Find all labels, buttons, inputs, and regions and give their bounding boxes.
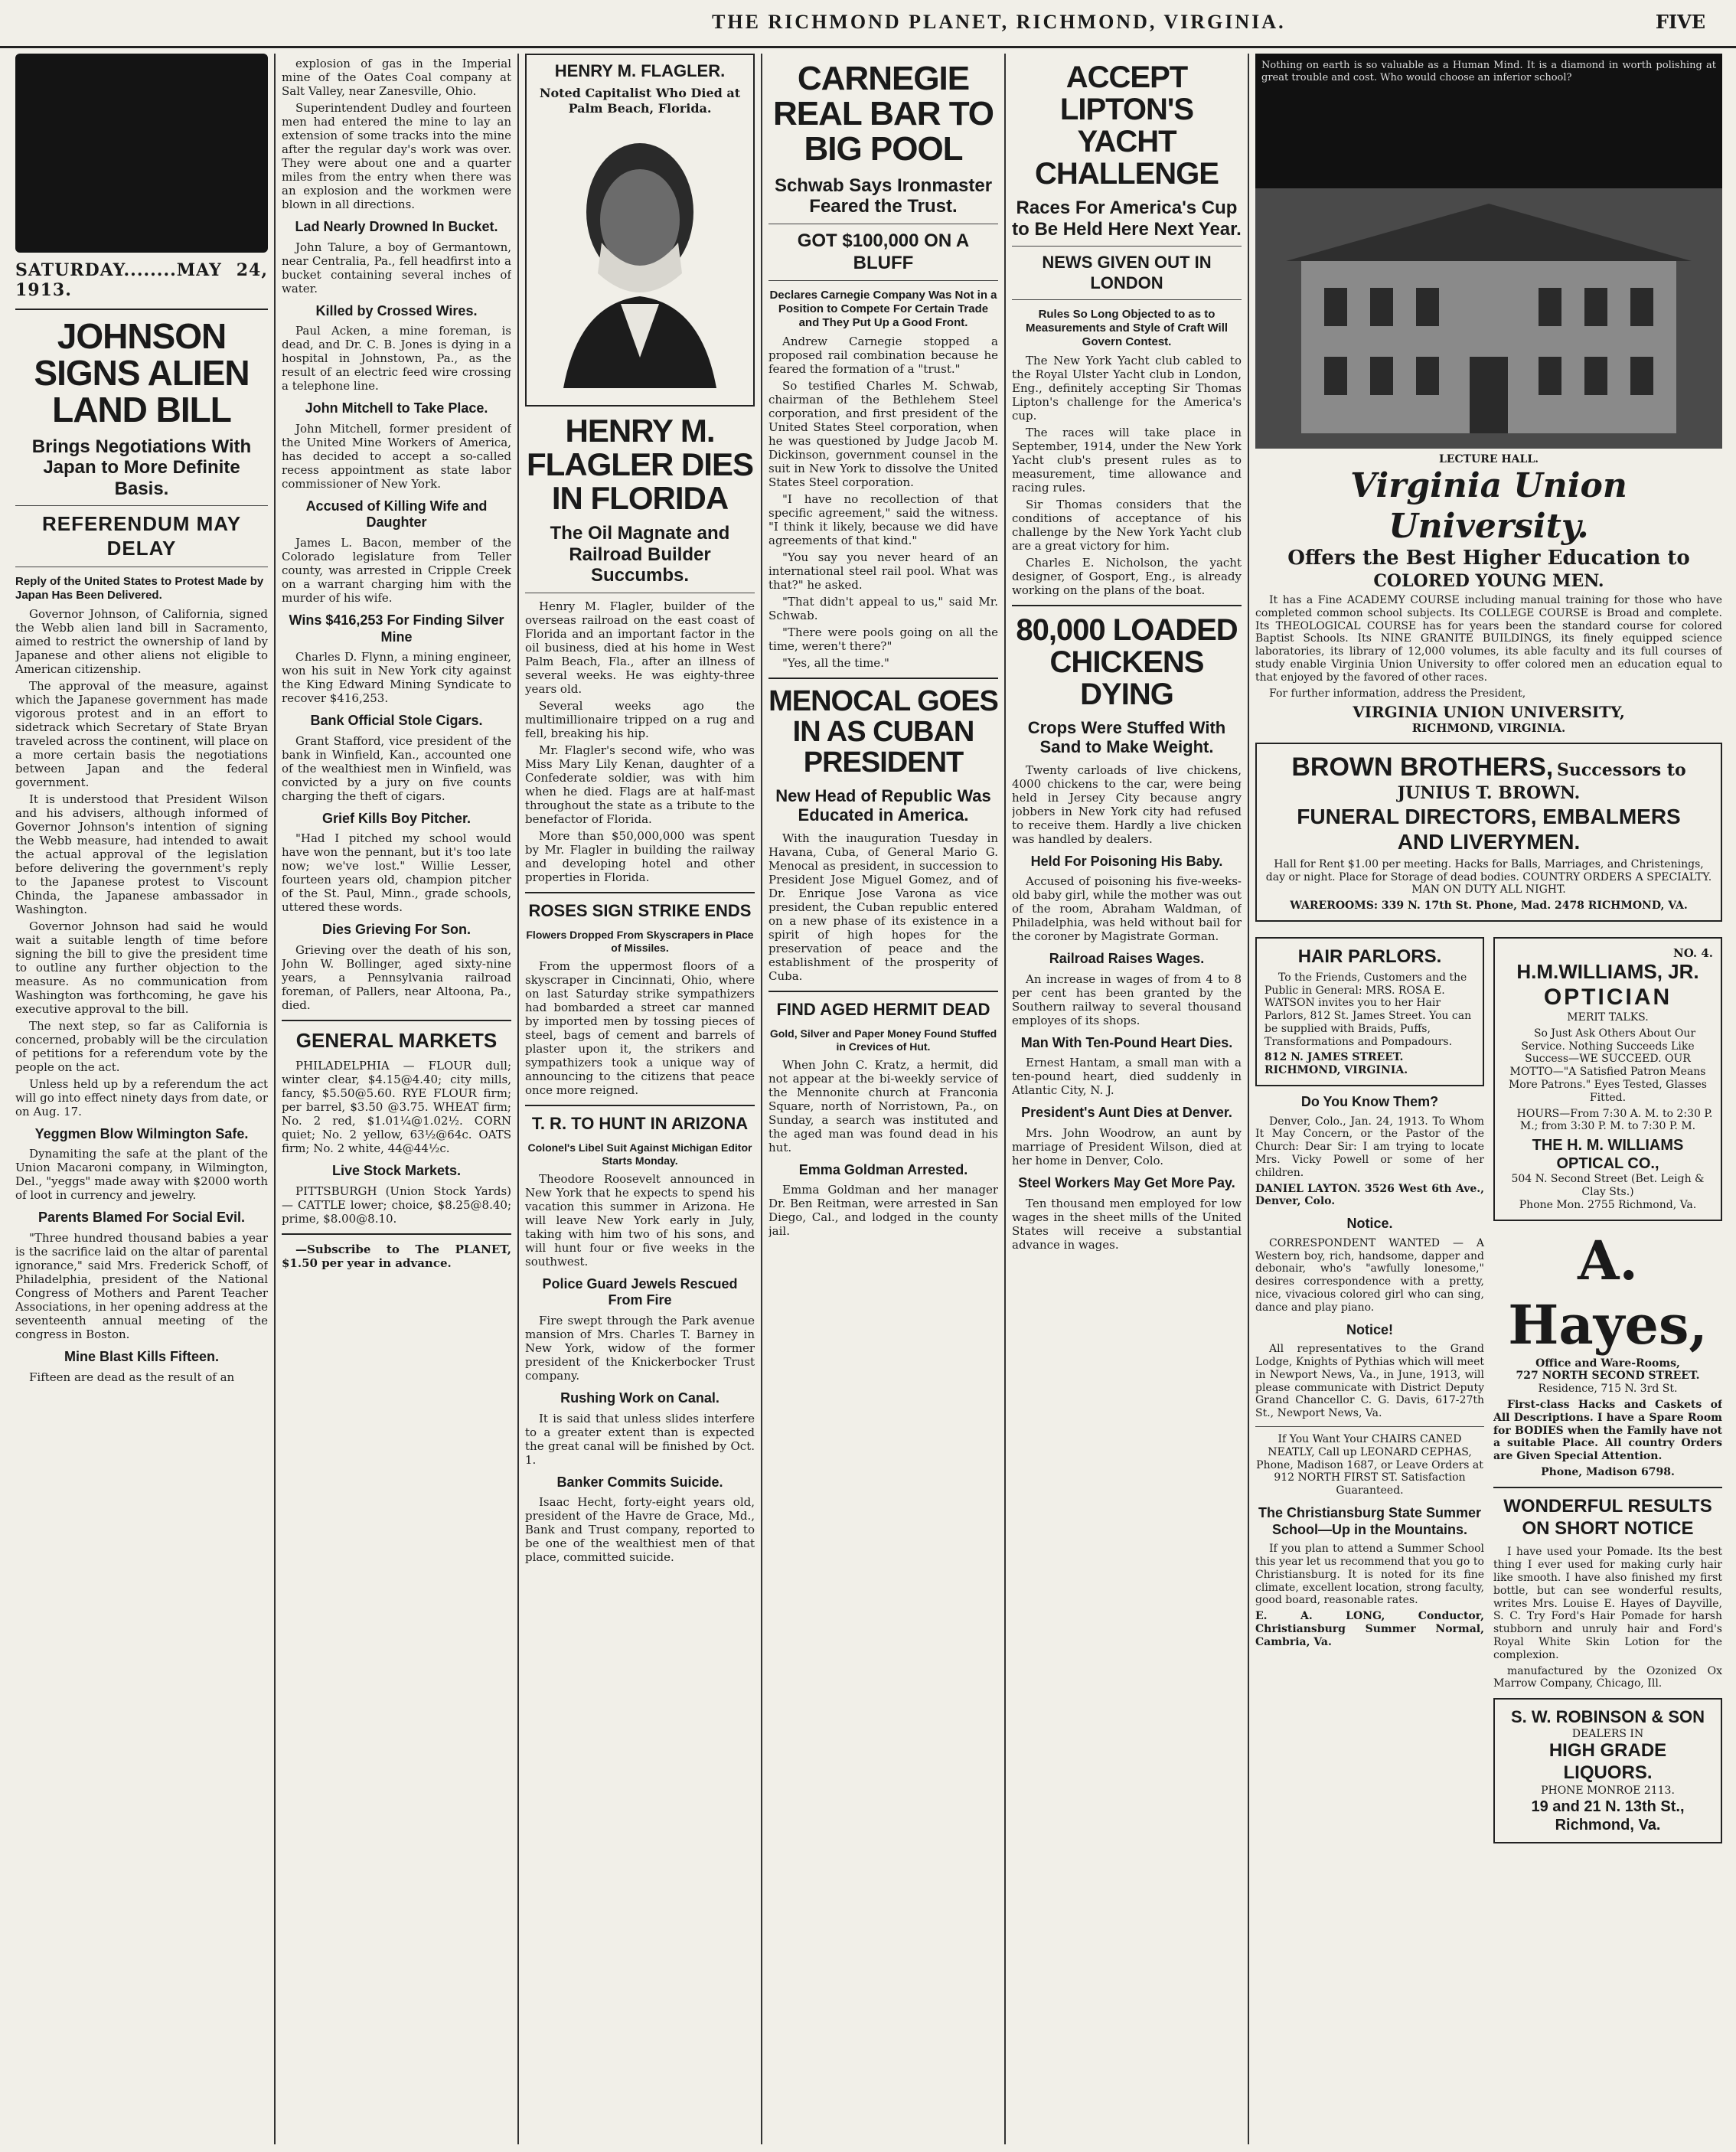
brown-body: Hall for Rent $1.00 per meeting. Hacks for Balls, Marriages, and Christenings, day or night. Place for Storage of dead bodies. COUNTRY ORDERS A SPECIALTY. MAN ON DUTY ALL NIGHT. [1265,857,1712,896]
paragraph: Mrs. John Woodrow, an aunt by marriage of President Wilson, died at her home in Denver, Colo. [1012,1125,1242,1167]
notice-2-head: Notice! [1346,1321,1393,1337]
top-notice [1255,54,1722,188]
cigars-head: Bank Official Stole Cigars. [310,713,483,729]
paragraph: Mr. Flagler's second wife, who was Miss Mary Lily Kenan, daughter of a Confederate soldier, was with him when he died. Flags are at half-mast throughout the state as a tribute to the benefactor of Florida. [525,743,755,826]
paragraph: "That didn't appeal to us," said Mr. Schwab. [768,595,998,623]
paragraph: Charles E. Nicholson, the yacht designer, of Gosport, Eng., is already working on the plans of the boat. [1012,555,1242,597]
hayes-address: 727 NORTH SECOND STREET. [1516,1370,1700,1383]
cephas-ad: If You Want Your CHAIRS CANED NEATLY, Call up LEONARD CEPHAS, Phone, Madison 1687, or Leave Orders at 912 NORTH FIRST ST. Satisfaction Guaranteed. [1256,1433,1483,1497]
notice-1-head: Notice. [1346,1216,1393,1232]
paragraph: The approval of the measure, against which the Japanese government has made vigorous protest and in an effort to sidetrack which Secretary of State Bryan traveled across the continent, will place on a more certain basis the negotiations between Japan and the federal government. [15,678,268,789]
column-4 [768,54,998,2144]
paragraph: Fifteen are dead as the result of an [29,1370,235,1384]
railroad-head: Railroad Raises Wages. [1049,951,1205,967]
paragraph: It is understood that President Wilson and his advisers, although informed of Governor Johnson's intention of signing the Webb measure, had intended to await the actual approval of the legislation before delivering the government's reply to the Japanese protest to Viscount Chinda, the Japanese ambassador in Washington. [15,792,268,916]
hayes-office: Office and Ware-Rooms, [1535,1357,1680,1370]
column-2 [282,54,511,2144]
headline-lipton: ACCEPT LIPTON'S YACHT CHALLENGE [1035,60,1219,191]
hermit-deck: Gold, Silver and Paper Money Found Stuffed in Crevices of Hut. [769,1027,997,1053]
brown-line-2: AND LIVERYMEN. [1397,830,1581,854]
paragraph: Andrew Carnegie stopped a proposed rail combination because he feared the formation of a "trust." [768,335,998,377]
killing-head: Accused of Killing Wife and Daughter [305,498,488,531]
portrait-subcaption: Noted Capitalist Who Died at Palm Beach, Florida. [539,86,741,116]
paragraph: "You say you never heard of an international steel rail pool. What was that?" he asked. [768,550,998,593]
robinson-phone: PHONE MONROE 2113. [1541,1784,1675,1797]
intro-lipton: Rules So Long Objected to as to Measurements and Style of Craft Will Govern Contest. [1025,307,1229,348]
vu-subtitle-2: COLORED YOUNG MEN. [1373,570,1604,591]
roses-head: ROSES SIGN STRIKE ENDS [528,900,752,920]
headline-flagler: HENRY M. FLAGLER DIES IN FLORIDA [526,412,753,516]
column-7 [1493,929,1722,1851]
vu-sign-2: RICHMOND, VIRGINIA. [1411,721,1566,736]
hair-title: HAIR PARLORS. [1297,945,1442,967]
intro-johnson: Reply of the United States to Protest Made by Japan Has Been Delivered. [15,574,264,602]
silver-head: Wins $416,253 For Finding Silver Mine [289,612,504,645]
parents-head: Parents Blamed For Social Evil. [38,1210,246,1226]
paragraph: Twenty carloads of live chickens, 4000 chickens to the car, were being held in Jersey City because angry jobbers in New York city had refused to receive them. Hardly a live chicken was handled by dealers. [1012,763,1242,846]
flagler-portrait-box [525,54,755,407]
brown-successors: Successors to JUNIUS T. BROWN. [1397,760,1686,804]
paragraph: Fire swept through the Park avenue mansion of Mrs. Charles T. Barney in New York, widow of the former president of the Knickerbocker Trust company. [525,1313,755,1383]
paragraph: Henry M. Flagler, builder of the overseas railroad on the east coast of Florida and an important factor in the oil business, died at his home in West Palm Beach, Fla., after an illness of several weeks. He was eighty-three years old. [525,599,755,696]
rushing-head: Rushing Work on Canal. [560,1389,720,1406]
robinson-dealers: DEALERS IN [1571,1727,1644,1740]
column-1 [15,54,268,2144]
livestock-head: Live Stock Markets. [331,1163,462,1179]
subscribe-notice: —Subscribe to The PLANET, $1.50 per year in advance. [282,1242,511,1270]
vu-body: It has a Fine ACADEMY COURSE including manual training for those who have completed common school subjects. Its COLLEGE COURSE is Broad and complete. Its THEOLOGICAL COURSE has for years been the standard course for colored Baptist Schools. Its NINE GRANITE BUILDINGS, its finely equipped science laboratories, its library of 12,000 volumes, its able faculty and its full courses of study enable Virginia Union University to offer colored men an education equal to that enjoyed by the favored of other races. [1255,593,1722,684]
paragraph: PHILADELPHIA — FLOUR dull; winter clear, $4.15@4.40; city mills, fancy, $5.50@5.60. RYE FLOUR firm; per barrel, $3.50 @3.75. WHEAT firm; No. 2 red, $1.01¼@1.02½. CORN quiet; No. 2 yellow, 63½@64c. OATS firm; No. 2 white, 44@44½c. [282,1059,511,1156]
christiansburg-sign: E. A. LONG, Conductor, Christiansburg Summer Normal, Cambria, Va. [1255,1610,1484,1648]
hair-parlors-ad [1255,937,1484,1086]
paragraph: Unless held up by a referendum the act will go into effect ninety days from date, or on Aug. 17. [15,1076,268,1118]
paragraph: "Yes, all the time." [782,656,889,671]
williams-hours: HOURS—From 7:30 A. M. to 2:30 P. M.; from 3:30 P. M. to 7:30 P. M. [1516,1107,1713,1133]
steel-head: Steel Workers May Get More Pay. [1018,1174,1235,1190]
heart-head: Man With Ten-Pound Heart Dies. [1020,1034,1233,1050]
wires-head: Killed by Crossed Wires. [315,302,478,318]
deck-flagler: The Oil Magnate and Railroad Builder Succumbs. [550,523,730,586]
police-head: Police Guard Jewels Rescued From Fire [542,1275,738,1308]
know-body: Denver, Colo., Jan. 24, 1913. To Whom It May Concern, or the Pastor of the Church: Dear Sir: I am trying to locate Mrs. Vicky Powell or some of her children. [1255,1115,1484,1179]
brown-address: WAREROOMS: 339 N. 17th St. Phone, Mad. 2478 RICHMOND, VA. [1290,900,1688,913]
deck-menocal: New Head of Republic Was Educated in America. [775,786,991,825]
williams-phone: Phone Mon. 2755 Richmond, Va. [1519,1198,1697,1211]
paragraph: Several weeks ago the multimillionaire tripped on a rug and fell, breaking his hip. [525,698,755,740]
williams-title: OPTICIAN [1543,985,1672,1011]
deck-chickens: Crops Were Stuffed With Sand to Make Weight. [1027,717,1226,757]
paragraph: Grieving over the death of his son, John W. Bollinger, aged sixty-nine years, a Pennsylvania railroad foreman, of Pallers, near Altoona, Pa., died. [282,942,511,1012]
paragraph: An increase in wages of from 4 to 8 per cent has been granted by the Southern railway to several thousand employes of its shops. [1012,972,1242,1027]
paragraph: Governor Johnson had said he would wait a suitable length of time before signing the bill to give the president time to outline any further objection to the measure. As no communication from Washington was forthcoming, he gave his executive approval to the bill. [15,919,268,1016]
paragraph: Accused of poisoning his five-weeks-old baby girl, while the mother was out of the room, Abraham Waldman, of Philadelphia, was held without bail for the coroner by Magistrate Gorman. [1012,874,1242,944]
paragraph: The New York Yacht club cabled to the Royal Ulster Yacht club in London, Eng., definitely accepting Sir Thomas Lipton's challenge for the America's cup. [1012,353,1242,423]
paragraph: Paul Acken, a mine foreman, is dead, and Dr. C. B. Jones is dying in a hospital in Johnstown, Pa., as the result of an electric feed wire crossing a telephone line. [282,324,511,393]
headline-johnson: JOHNSON SIGNS ALIEN LAND BILL [34,315,250,430]
paragraph: From the uppermost floors of a skyscraper in Cincinnati, Ohio, where on last Saturday strike sympathizers had bombarded a street car manned by imported men by tossing pieces of steel, bags of cement and barrels of plaster upon it, the strikers and sympathizers took a unique way of announcing to the citizens that peace once more reigned. [525,958,755,1097]
lower-ad-columns [1255,929,1722,1851]
roses-deck: Flowers Dropped From Skyscrapers in Place of Missiles. [526,929,754,955]
headline-carnegie: CARNEGIE REAL BAR TO BIG POOL [772,60,994,168]
drowned-head: Lad Nearly Drowned In Bucket. [295,219,498,234]
tr-deck: Colonel's Libel Suit Against Michigan Editor Starts Monday. [527,1141,752,1167]
paragraph: Grant Stafford, vice president of the bank in Winfield, Kan., accounted one of the wealthiest men in Winfield, was convicted by a jury on five counts charging the theft of cigars. [282,733,511,803]
robinson-name: S. W. ROBINSON & SON [1510,1707,1705,1727]
masthead-title: THE RICHMOND PLANET, RICHMOND, VIRGINIA. [712,11,1286,33]
brown-brothers-ad [1255,743,1722,922]
hermit-head: FIND AGED HERMIT DEAD [776,999,990,1019]
deck-lipton: Races For America's Cup to Be Held Here Next Year. [1012,198,1242,240]
page-number: FIVE [1655,11,1705,33]
robinson-item: HIGH GRADE LIQUORS. [1548,1740,1667,1784]
paragraph: explosion of gas in the Imperial mine of the Oates Coal company at Salt Valley, near Zanesville, Ohio. [282,57,511,98]
williams-address: 504 N. Second Street (Bet. Leigh & Clay Sts.) [1511,1173,1705,1199]
paragraph: The next step, so far as California is concerned, probably will be the circulation of petitions for a referendum vote by the people on the act. [15,1018,268,1074]
grief-head: Grief Kills Boy Pitcher. [321,810,472,826]
paragraph: "Had I pitched my school would have won the pennant, but it's too late now; we've lost." Willie Lesser, fourteen years old, champion pitcher of the St. Paul, Minn., grade schools, uttered these words. [282,831,511,915]
vu-sign-1: VIRGINIA UNION UNIVERSITY, [1353,703,1625,722]
column-3 [525,54,755,2144]
goldman-head: Emma Goldman Arrested. [798,1161,968,1177]
dies-head: Dies Grieving For Son. [321,922,472,938]
subhead-referendum: REFERENDUM MAY DELAY [41,512,242,560]
williams-subtitle: MERIT TALKS. [1567,1011,1649,1024]
williams-company: THE H. M. WILLIAMS OPTICAL CO., [1532,1137,1684,1173]
brown-title: BROWN BROTHERS, [1291,753,1554,782]
williams-body: So Just Ask Others About Our Service. Nothing Succeeds Like Success—WE SUCCEED. OUR MOTTO—"A Satisfied Patron Means More Patrons." Eyes Tested, Glasses Fitted. [1508,1027,1707,1104]
hair-address: 812 N. JAMES STREET. RICHMOND, VIRGINIA. [1264,1051,1408,1077]
williams-ad [1493,937,1722,1221]
paragraph: Governor Johnson, of California, signed the Webb alien land bill in Sacramento, aimed to restrict the ownership of land by Japanese and other aliens not eligible to American citizenship. [15,606,268,676]
intro-carnegie: Declares Carnegie Company Was Not in a Position to Compete For Certain Trade and They Put Up a Good Front. [769,289,997,330]
paragraph: James L. Bacon, member of the Colorado legislature from Teller county, was arrested in Cripple Creek on a warrant charging him with the murder of his wife. [282,535,511,605]
wonderful-body: I have used your Pomade. Its the best thing I ever used for making curly hair like smooth. I have also finished my first bottle, but can see wonderful results, writes Mrs. Louise E. Hayes of Dayville, S. C. Try Ford's Hair Pomade for harsh stubborn and unruly hair and Ford's Royal White Skin Lotion for the complexion. [1493,1546,1722,1661]
portrait-caption: HENRY M. FLAGLER. [554,61,726,80]
hayes-name: A. Hayes, [1508,1228,1708,1357]
paragraph: Sir Thomas considers that the conditions of acceptance of his challenge by the New York Yacht club are a great victory for him. [1012,497,1242,553]
aunt-head: President's Aunt Dies at Denver. [1021,1105,1232,1121]
poison-head: Held For Poisoning His Baby. [1030,853,1223,869]
advertisements-section [1255,54,1722,2144]
banker-head: Banker Commits Suicide. [556,1474,723,1490]
redacted-block [15,54,268,253]
building-image [1255,188,1722,449]
robinson-ad [1493,1698,1722,1843]
robinson-address: 19 and 21 N. 13th St., Richmond, Va. [1531,1798,1685,1834]
wonderful-maker: manufactured by the Ozonized Ox Marrow Company, Chicago, Ill. [1493,1664,1722,1690]
paragraph: Charles D. Flynn, a mining engineer, won his suit in New York city against the King Edward Mining Syndicate to recover $416,253. [282,650,511,706]
hayes-phone: Phone, Madison 6798. [1541,1466,1675,1479]
paragraph: It is said that unless slides interfere to a greater extent than is expected the great canal will be finished by Oct. 1. [525,1411,755,1467]
paragraph: "Three hundred thousand babies a year is the sacrifice laid on the altar of parental ignorance," said Mrs. Frederick Schoff, of Philadelphia, president of the National Congress of Mothers and Parent Teacher Associations, in her opening address at the seventeenth annual meeting of the congress in Boston. [15,1231,268,1342]
paragraph: Emma Goldman and her manager Dr. Ben Reitman, were arrested in San Diego, Cal., and lodged in the county jail. [768,1183,998,1239]
paragraph: Ten thousand men employed for low wages in the sheet mills of the United States will receive a substantial advance in wages. [1012,1196,1242,1252]
deck-carnegie: Schwab Says Ironmaster Feared the Trust. [774,175,993,217]
know-sign: DANIEL LAYTON. 3526 West 6th Ave., Denver, Colo. [1255,1182,1484,1208]
paragraph: When John C. Kratz, a hermit, did not appear at the bi-weekly service of the Mennonite church at Franconia Square, north of Norristown, Pa., on Sunday, a search was instituted and the aged man was found dead in his hut. [768,1057,998,1154]
hayes-body: First-class Hacks and Caskets of All Descriptions. I have a Spare Room for BODIES when the Family have not a suitable Place. All country Orders are Given Special Attention. [1493,1399,1722,1463]
williams-number: NO. 4. [1672,945,1713,960]
paragraph: With the inauguration Tuesday in Havana, Cuba, of General Mario G. Menocal as president, in succession to President Jose Miguel Gomez, and of Dr. Enrique Jose Varona as vice president, the Cuban republic entered on a new phase of its existence in a spirit of high hopes for the preservation of peace and the establishment of the prosperity of Cuba. [768,831,998,983]
paragraph: The races will take place in September, 1914, under the New York Yacht club's present rules as to measurement, time allowance and racing rules. [1012,425,1242,495]
williams-name: H.M.WILLIAMS, JR. [1516,959,1699,983]
paragraph: PITTSBURGH (Union Stock Yards) — CATTLE lower; choice, $8.25@8.40; prime, $8.00@8.10. [282,1184,511,1226]
wonderful-head: WONDERFUL RESULTS ON SHORT NOTICE [1503,1495,1712,1539]
know-head: Do You Know Them? [1300,1094,1439,1110]
dateline: SATURDAY........MAY 24, 1913. [15,260,268,301]
top-notice-text: Nothing on earth is so valuable as a Human Mind. It is a diamond in worth polishing at great trouble and cost. Who would choose an inferior school? [1261,60,1716,83]
paragraph: Isaac Hecht, forty-eight years old, president of the Havre de Grace, Md., Bank and Trust company, reported to be one of the wealthiest men of that place, committed suicide. [525,1495,755,1565]
vu-contact: For further information, address the President, [1269,687,1526,700]
paragraph: "I have no recollection of that specific agreement," said the witness. "I think it likely, because we did have agreements of that kind." [768,492,998,548]
brown-line-1: FUNERAL DIRECTORS, EMBALMERS [1297,804,1681,828]
paragraph: So testified Charles M. Schwab, chairman of the Bethlehem Steel corporation, and first president of the United States Steel corporation, when he was questioned by Judge Jacob M. Dickinson, government counsel in the suit in New York to dissolve the United States Steel corporation. [768,379,998,490]
vu-subtitle-1: Offers the Best Higher Education to [1287,547,1690,570]
christiansburg-head: The Christiansburg State Summer School—Up in the Mountains. [1258,1504,1482,1537]
christiansburg-body: If you plan to attend a Summer School this year let us recommend that you go to Christiansburg. It is noted for its fine climate, excellent location, strong faculty, good board, reasonable rates. [1255,1543,1484,1607]
headline-chickens: 80,000 LOADED CHICKENS DYING [1016,612,1238,711]
column-5 [1012,54,1242,2144]
paragraph: John Mitchell, former president of the United Mine Workers of America, has decided to accept a so-called recess appointment as state labor commissioner of New York. [282,421,511,491]
masthead [0,0,1736,48]
mine-head: Mine Blast Kills Fifteen. [64,1349,220,1365]
hayes-residence: Residence, 715 N. 3rd St. [1538,1383,1678,1396]
yeggmen-head: Yeggmen Blow Wilmington Safe. [34,1125,249,1141]
paragraph: John Talure, a boy of Germantown, near Centralia, Pa., fell headfirst into a bucket containing several inches of water. [282,240,511,296]
mitchell-head: John Mitchell to Take Place. [305,400,488,416]
paragraph: Dynamiting the safe at the plant of the Union Macaroni company, in Wilmington, Del., "yeggs" made away with $2000 worth of loot in currency and jewelry. [15,1147,268,1203]
paragraph: Ernest Hantam, a small man with a ten-pound heart, died suddenly in Atlantic City, N. J. [1012,1056,1242,1098]
paragraph: "There were pools going on all the time, weren't there?" [768,625,998,654]
hair-body: To the Friends, Customers and the Public in General: MRS. ROSA E. WATSON invites you to her Hair Parlors, 812 St. James Street. You can be supplied with Braids, Puffs, Transformations and Pompadours. [1264,971,1472,1048]
vu-title: Virginia Union University. [1350,465,1627,546]
notice-2-body: All representatives to the Grand Lodge, Knights of Pythias which will meet in Newport News, Va., in June, 1913, will please communicate with District Deputy Grand Chancellor C. G. Davis, 617-27th St., Newport News, Va. [1255,1343,1484,1420]
headline-menocal: MENOCAL GOES IN AS CUBAN PRESIDENT [768,685,998,779]
paragraph: More than $50,000,000 was spent by Mr. Flagler in building the railway and developing hotel and other properties in Florida. [525,828,755,884]
deck-johnson: Brings Negotiations With Japan to More Definite Basis. [31,436,252,499]
subhead-london: NEWS GIVEN OUT IN LONDON [1042,253,1212,292]
tr-head: T. R. TO HUNT IN ARIZONA [531,1113,749,1133]
subhead-bluff: GOT $100,000 ON A BLUFF [797,230,970,273]
notice-1-body: CORRESPONDENT WANTED — A Western boy, rich, handsome, dapper and debonair, who's "awfully lonesome," desires correspondence with a pretty, nice, vivacious colored girl who can sing, dance and play piano. [1255,1236,1484,1314]
paragraph: Theodore Roosevelt announced in New York that he expects to spend his vacation this summer in Arizona. He will leave New York early in July, taking with him two of his sons, and will hunt four or five weeks in the southwest. [525,1171,755,1269]
paragraph: Superintendent Dudley and fourteen men had entered the mine to lay an extension of some tracks into the mine after the regular day's work was over. They were about one and a quarter miles from the entry when there was an explosion and the workmen were blown in all directions. [282,101,511,211]
lecture-hall-engraving [1255,188,1722,449]
engraving-caption: LECTURE HALL. [1438,453,1539,465]
flagler-portrait-image [548,128,732,388]
column-6-lower [1255,929,1484,1851]
markets-head: GENERAL MARKETS [295,1028,498,1052]
